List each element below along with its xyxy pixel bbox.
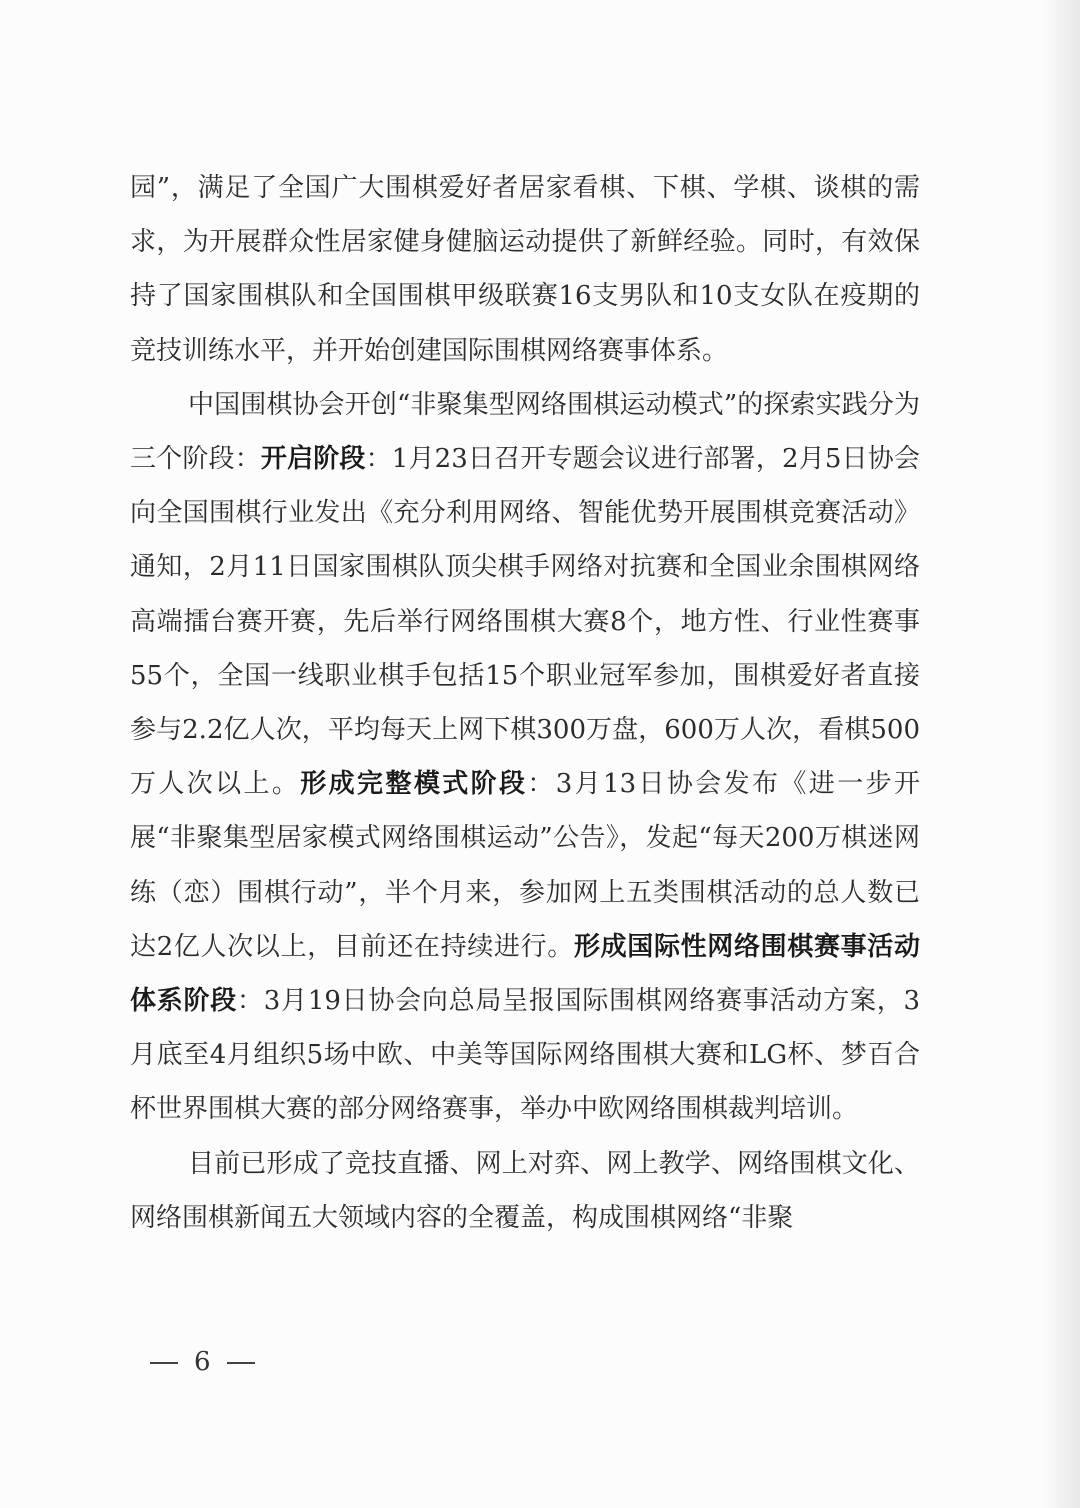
page-edge-shadow (1042, 0, 1080, 1508)
page-number: 6 (194, 1347, 211, 1377)
paragraph (130, 1137, 920, 1245)
text-run: ：3月19日协会向总局呈报国际围棋网络赛事活动方案，3月底至4月组织5场中欧、中美等国际网络围棋大赛和LG杯、梦百合杯世界围棋大赛的部分网络赛事，举办中欧网络围棋裁判培训。 (130, 986, 920, 1125)
text-run: 目前已形成了竞技直播、网上对弈、网上教学、网络围棋文化、网络围棋新闻五大领域内容的全覆盖，构成围棋网络“非聚 (130, 1148, 920, 1233)
bold-heading-run: 开启阶段 (260, 444, 366, 475)
page-number-footer (150, 1342, 260, 1382)
right-dash (227, 1362, 255, 1364)
paragraph (130, 161, 920, 378)
bold-heading-run: 形成完整模式阶段 (300, 769, 528, 800)
text-run: ：1月23日召开专题会议进行部署，2月5日协会向全国围棋行业发出《充分利用网络、智能优势开展围棋竞赛活动》通知，2月11日国家围棋队顶尖棋手网络对抗赛和全国业余围棋网络高端擂台赛开赛，先后举行网络围棋大赛8个，地方性、行业性赛事55个，全国一线职业棋手包括15个职业冠军参加，围棋爱好者直接参与2.2亿人次，平均每天上网下棋300万盘，600万人次，看棋500万人次以上。 (130, 444, 920, 800)
text-run: 园”，满足了全国广大围棋爱好者居家看棋、下棋、学棋、谈棋的需求，为开展群众性居家健身健脑运动提供了新鲜经验。同时，有效保持了国家围棋队和全国围棋甲级联赛16支男队和10支女队在疫期的竞技训练水平，并开始创建国际围棋网络赛事体系。 (130, 173, 920, 366)
left-dash (150, 1362, 178, 1364)
document-body (130, 161, 920, 1245)
bold-heading-run: 形成国际性网络围棋赛事活动体系阶段 (130, 931, 920, 1017)
text-run: ：3月13日协会发布《进一步开展“非聚集型居家模式网络围棋运动”公告》，发起“每天200万棋迷网练（恋）围棋行动”，半个月来，参加网上五类围棋活动的总人数已达2亿人次以上，目前还在持续进行。 (130, 769, 920, 962)
text-run: 中国围棋协会开创“非聚集型网络围棋运动模式”的探索实践分为三个阶段： (130, 389, 920, 475)
paragraph (130, 378, 920, 1137)
